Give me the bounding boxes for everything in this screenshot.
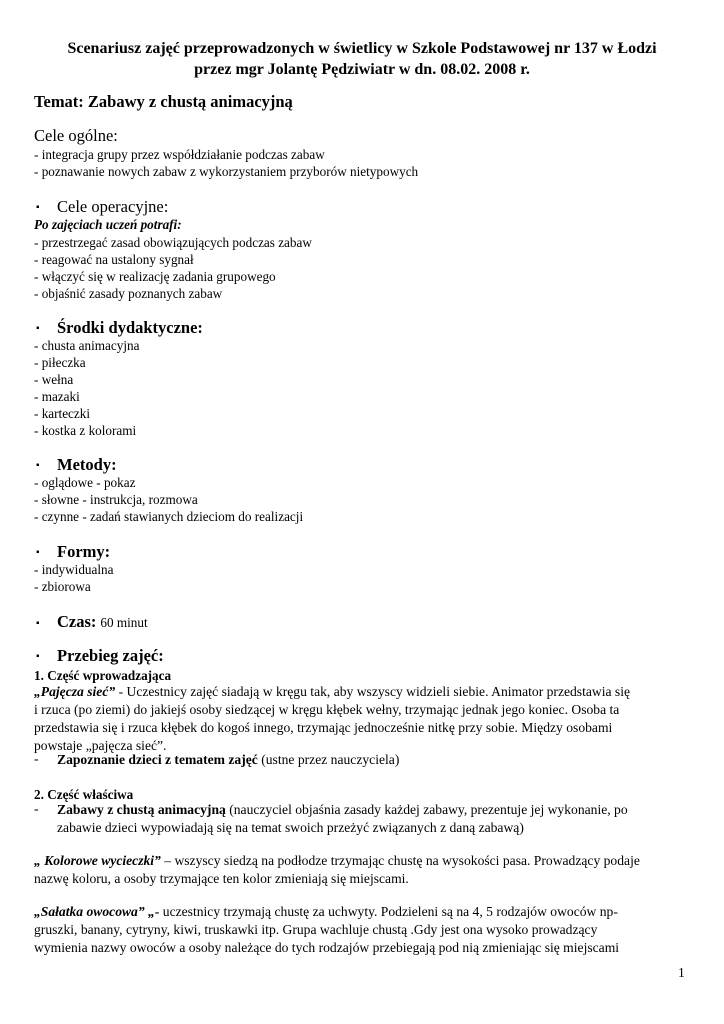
salatka-paragraph [34,903,696,957]
kolorowe-line: nazwę koloru, a osoby trzymające ten kolor zmieniają się miejscami. [34,871,409,886]
pajecza-line: - Uczestnicy zajęć siadają w kręgu tak, aby wszyscy widzieli siebie. Animator przedstawia się [115,684,631,699]
salatka-line: wymienia nazwy owoców a osoby należące do tych rodzajów przebiegają pod nią zmieniając się miejscami [34,940,620,955]
dash-marker: - [34,801,39,816]
general-goals-heading: Cele ogólne: [34,126,118,145]
salatka-line: uczestnicy trzymają chustę za uchwyty. Podzieleni są na 4, 5 rodzajów owoców np- [159,904,618,919]
form-item: - indywidualna [34,562,114,577]
games-line2: zabawie dzieci wypowiadają się na temat swoich przeżyć związanych z daną zabawą) [57,820,524,835]
method-item: - czynne - zadań stawianych dzieciom do realizacji [34,509,304,524]
bullet-icon: ▪ [36,460,40,471]
pajecza-line: powstaje „pajęcza sieć”. [34,738,167,753]
header-line-2: przez mgr Jolantę Pędziwiatr w dn. 08.02. 2008 r. [194,61,530,78]
teaching-aid-item: - kostka z kolorami [34,423,137,438]
bullet-icon: ▪ [36,651,40,662]
games-bold: Zabawy z chustą animacyjną [57,802,226,817]
pajecza-title: „Pajęcza sieć” [34,684,116,699]
introduction-bold: Zapoznanie dzieci z tematem zajęć [57,752,258,767]
general-goal-item: - poznawanie nowych zabaw z wykorzystaniem przyborów nietypowych [34,164,419,179]
time-row [57,612,148,632]
teaching-aid-item: - wełna [34,372,74,387]
operational-goal-item: - przestrzegać zasad obowiązujących podczas zabaw [34,235,312,250]
operational-goal-item: - włączyć się w realizację zadania grupowego [34,269,276,284]
salatka-line: gruszki, banany, cytryny, kiwi, truskawki itp. Grupa wachluje chustą .Gdy jest ona wysoko prowadzący [34,922,598,937]
bullet-icon: ▪ [36,202,40,213]
introduction-item [57,751,697,769]
kolorowe-title: „ Kolorowe wycieczki” [34,853,161,868]
topic-heading: Temat: Zabawy z chustą animacyjną [34,92,293,111]
general-goal-item: - integracja grupy przez współdziałanie podczas zabaw [34,147,325,162]
pajecza-line: przedstawia się i rzuca kłębek do kogoś innego, trzymając jednocześnie nitkę przy sobie. Między osobami [34,720,613,735]
pajecza-paragraph [34,683,696,755]
kolorowe-paragraph [34,852,696,888]
part1-heading: 1. Część wprowadzająca [34,668,172,683]
part2-heading: 2. Część właściwa [34,787,134,802]
method-item: - słowne - instrukcja, rozmowa [34,492,198,507]
time-value: 60 minut [100,615,148,630]
teaching-aid-item: - chusta animacyjna [34,338,140,353]
operational-goal-item: - objaśnić zasady poznanych zabaw [34,286,223,301]
teaching-aid-item: - karteczki [34,406,91,421]
methods-heading: Metody: [57,455,117,474]
bullet-icon: ▪ [36,547,40,558]
games-rest: (nauczyciel objaśnia zasady każdej zabawy, prezentuje jej wykonanie, po [225,802,628,817]
operational-goals-subheading: Po zajęciach uczeń potrafi: [34,217,182,232]
games-item [57,801,697,837]
dash-marker: - [34,751,39,766]
teaching-aid-item: - piłeczka [34,355,86,370]
bullet-icon: ▪ [36,323,40,334]
operational-goals-heading: Cele operacyjne: [57,197,169,216]
time-heading: Czas: [57,612,97,631]
forms-heading: Formy: [57,542,111,561]
pajecza-line: i rzuca (po ziemi) do jakiejś osoby siedzącej w kręgu kłębek wełny, trzymając jednak jego koniec. Osoba ta [34,702,620,717]
course-heading: Przebieg zajęć: [57,646,164,665]
page-number: 1 [678,965,685,980]
header-line-1: Scenariusz zajęć przeprowadzonych w świetlicy w Szkole Podstawowej nr 137 w Łodzi [67,40,657,57]
bullet-icon: ▪ [36,618,40,629]
teaching-aids-heading: Środki dydaktyczne: [57,318,203,337]
salatka-title: „Sałatka owocowa” „- [34,904,160,919]
method-item: - oglądowe - pokaz [34,475,136,490]
form-item: - zbiorowa [34,579,91,594]
kolorowe-line: – wszyscy siedzą na podłodze trzymając chustę na wysokości pasa. Prowadzący podaje [160,853,640,868]
introduction-rest: (ustne przez nauczyciela) [257,752,400,767]
teaching-aid-item: - mazaki [34,389,80,404]
operational-goal-item: - reagować na ustalony sygnał [34,252,194,267]
